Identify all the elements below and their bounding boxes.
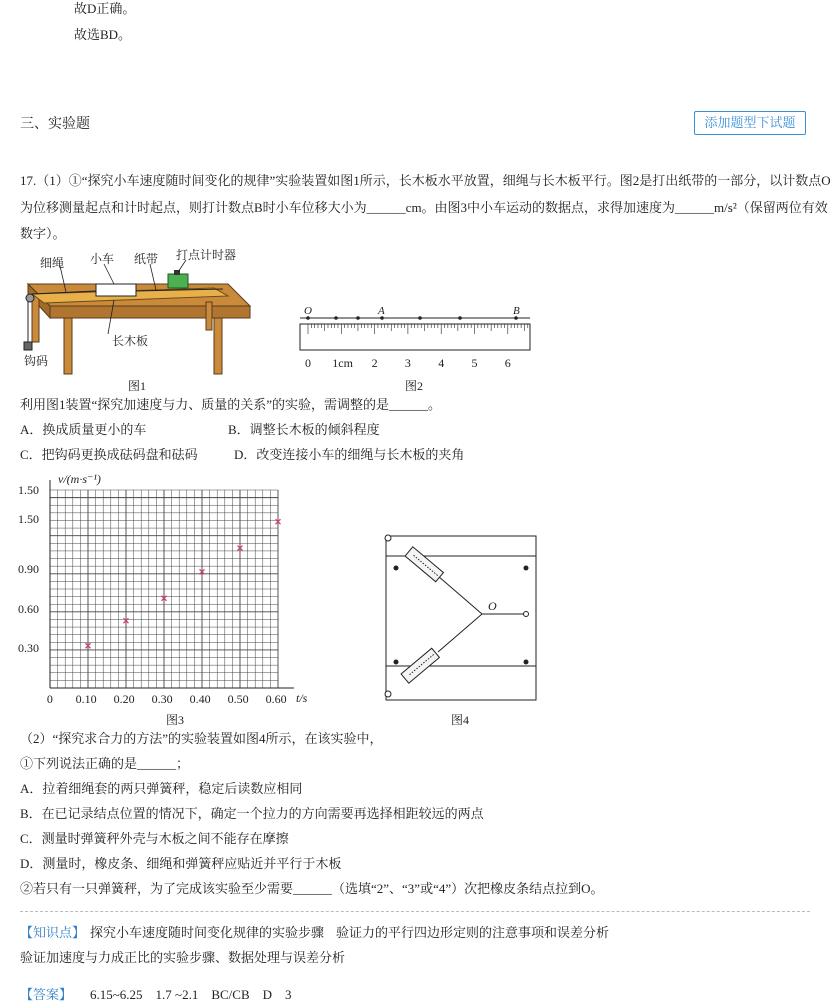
q17-sub-option-a: A．换成质量更小的车 <box>20 422 147 437</box>
fig1-label-car: 小车 <box>90 252 115 266</box>
q17-sub-option-d: D．改变连接小车的细绳与长木板的夹角 <box>234 447 465 462</box>
fig2-label-a: A <box>378 305 385 317</box>
ruler-label: 1cm <box>332 356 353 370</box>
x-tick-label: 0.40 <box>189 692 211 706</box>
divider <box>20 911 810 912</box>
fig3-caption: 图3 <box>166 713 185 727</box>
q17-part2-option-d: D．测量时，橡皮条、细绳和弹簧秤应贴近并平行于木板 <box>20 856 342 871</box>
fig4-label-o: O <box>488 599 497 613</box>
fig3-xlabel: t/s <box>296 691 308 705</box>
x-tick-label: 0 <box>46 692 53 706</box>
fig2-label-o: O <box>304 305 312 317</box>
q17-part2-option-c: C．测量时弹簧秤外壳与木板之间不能存在摩擦 <box>20 831 289 846</box>
knowledge-tag: 【知识点】 <box>20 925 86 940</box>
x-tick-label: 0.30 <box>151 692 173 706</box>
prev-answer-line: 故选BD。 <box>74 27 132 42</box>
prev-solution-line: 故D正确。 <box>74 1 136 16</box>
x-tick-label: 0.10 <box>75 692 97 706</box>
ruler-label: 0 <box>305 356 311 370</box>
q17-sub-stem: 利用图1装置“探究加速度与力、质量的关系”的实验，需调整的是______。 <box>20 397 442 412</box>
figure-4-force-board <box>378 530 548 710</box>
fig1-label-board: 长木板 <box>112 334 149 348</box>
x-tick-label: 0.60 <box>265 692 287 706</box>
figure-3-vt-chart <box>10 468 310 708</box>
y-tick-label: 1.50 <box>18 512 39 527</box>
knowledge-item-2[interactable]: 验证力的平行四边形定则的注意事项和误差分析 <box>336 925 610 940</box>
ruler-label: 5 <box>471 356 478 370</box>
ruler-label: 4 <box>438 356 445 370</box>
y-tick-label: 1.50 <box>18 483 39 497</box>
fig4-caption: 图4 <box>451 713 470 727</box>
q17-part2-q2: ②若只有一只弹簧秤，为了完成该实验至少需要______（选填“2”、“3”或“4”）次把橡皮条结点拉到O。 <box>20 881 604 896</box>
q17-line-2: 为位移测量起点和计时起点，则打计数点B时小车位移大小为______cm。由图3中小车运动的数据点，求得加速度为______m/s²（保留两位有效 <box>20 200 828 215</box>
answer-text: 6.15~6.25 1.7 ~2.1 BC/CB D 3 <box>90 987 292 1002</box>
fig1-label-tape: 纸带 <box>134 252 159 266</box>
fig2-caption: 图2 <box>405 379 424 393</box>
add-question-button[interactable]: 添加题型下试题 <box>694 111 806 135</box>
fig1-label-timer: 打点计时器 <box>176 248 237 262</box>
q17-line-3: 数字）。 <box>20 226 66 241</box>
q17-sub-option-c: C．把钩码更换成砝码盘和砝码 <box>20 447 198 462</box>
section-title: 三、实验题 <box>20 115 90 131</box>
fig1-caption: 图1 <box>128 379 147 393</box>
knowledge-item-1[interactable]: 探究小车速度随时间变化规律的实验步骤 <box>90 925 325 940</box>
y-tick-label: 0.90 <box>18 562 39 577</box>
ruler-label: 6 <box>504 356 511 370</box>
fig1-label-rope: 细绳 <box>40 256 65 270</box>
q17-part2-option-a: A．拉着细绳套的两只弹簧秤，稳定后读数应相同 <box>20 781 303 796</box>
ruler-label: 3 <box>404 356 411 370</box>
fig2-label-b: B <box>513 305 520 317</box>
q17-part2-option-b: B．在已记录结点位置的情况下，确定一个拉力的方向需要再选择相距较远的两点 <box>20 806 484 821</box>
q17-part2-intro: （2）“探究求合力的方法”的实验装置如图4所示，在该实验中， <box>20 731 383 746</box>
q17-line-1: 17.（1）①“探究小车速度随时间变化的规律”实验装置如图1所示，长木板水平放置，细绳与长木板平行。图2是打出纸带的一部分，以计数点O <box>20 173 831 188</box>
knowledge-item-3[interactable]: 验证加速度与力成正比的实验步骤、数据处理与误差分析 <box>20 950 346 965</box>
answer-tag: 【答案】 <box>20 987 73 1002</box>
q17-part2-q1: ①下列说法正确的是______； <box>20 756 190 771</box>
ruler-label: 2 <box>371 356 378 370</box>
y-tick-label: 0.60 <box>18 601 39 616</box>
x-tick-label: 0.50 <box>227 692 249 706</box>
fig3-ylabel: v/(m·s⁻¹) <box>58 472 101 486</box>
fig1-label-weight: 钩码 <box>24 354 49 368</box>
q17-sub-option-b: B．调整长木板的倾斜程度 <box>228 422 380 437</box>
y-tick-label: 0.30 <box>18 641 39 656</box>
x-tick-label: 0.20 <box>113 692 135 706</box>
